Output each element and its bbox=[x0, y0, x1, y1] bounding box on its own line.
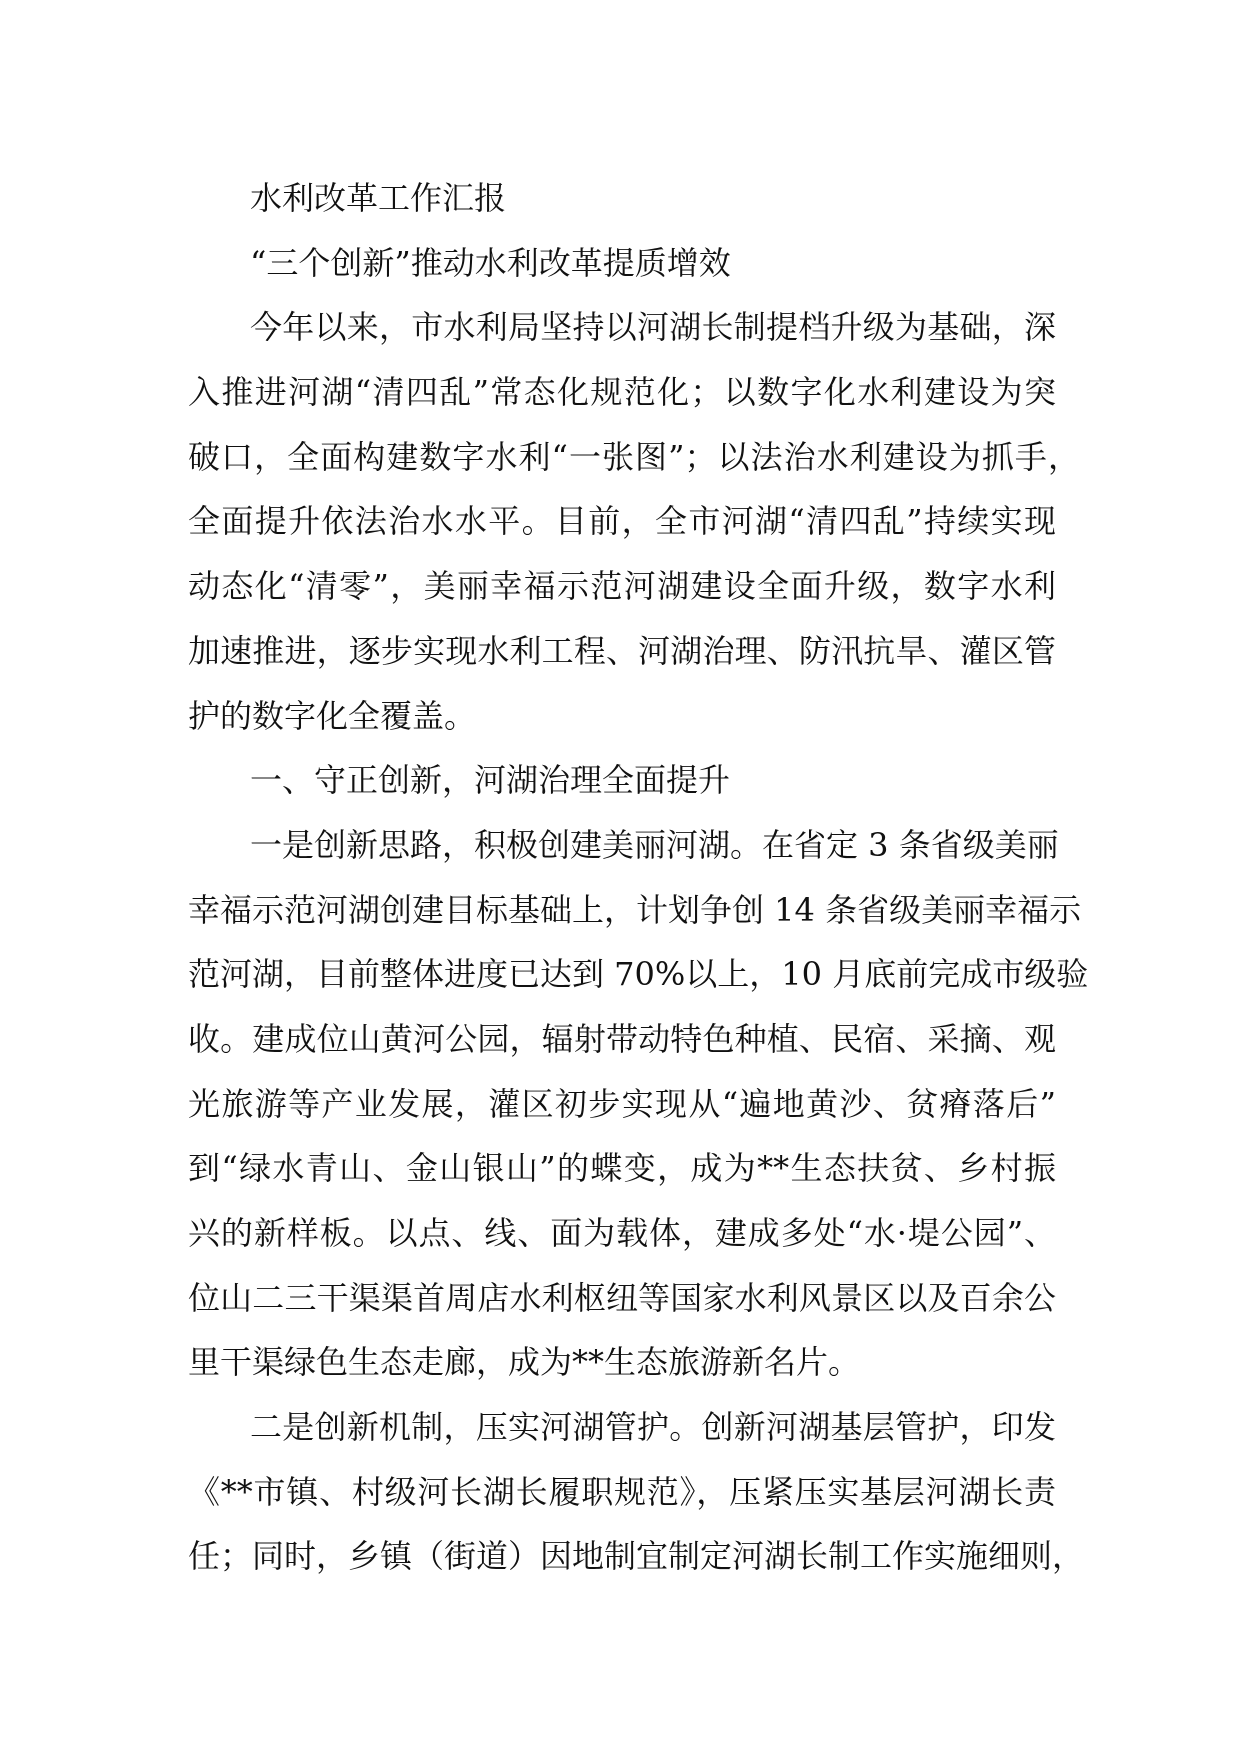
paragraph-line: 动态化“清零”，美丽幸福示范河湖建设全面升级，数字水利 bbox=[188, 567, 1056, 606]
paragraph-line: 《**市镇、村级河长湖长履职规范》，压紧压实基层河湖长责 bbox=[188, 1472, 1056, 1511]
paragraph-line: 二是创新机制，压实河湖管护。创新河湖基层管护，印发 bbox=[250, 1408, 1056, 1447]
paragraph-line: 破口，全面构建数字水利“一张图”；以法治水利建设为抓手， bbox=[188, 437, 1080, 476]
paragraph-line: 幸福示范河湖创建目标基础上，计划争创 14 条省级美丽幸福示 bbox=[188, 890, 1082, 929]
paragraph-innovation-ideas bbox=[188, 813, 1088, 1395]
paragraph-line: 收。建成位山黄河公园，辐射带动特色种植、民宿、采摘、观 bbox=[188, 1019, 1056, 1058]
document-title: 水利改革工作汇报 bbox=[250, 179, 507, 217]
paragraph-intro bbox=[188, 295, 1088, 748]
paragraph-line: 全面提升依法治水水平。目前，全市河湖“清四乱”持续实现 bbox=[188, 502, 1056, 541]
section-heading: 一、守正创新，河湖治理全面提升 bbox=[250, 761, 731, 800]
paragraph-line: 一是创新思路，积极创建美丽河湖。在省定 3 条省级美丽 bbox=[250, 825, 1059, 864]
paragraph-line: 今年以来，市水利局坚持以河湖长制提档升级为基础，深 bbox=[250, 308, 1056, 347]
document-subtitle: “三个创新”推动水利改革提质增效 bbox=[250, 243, 731, 282]
paragraph-line: 里干渠绿色生态走廊，成为**生态旅游新名片。 bbox=[188, 1343, 861, 1382]
paragraph-line: 到“绿水青山、金山银山”的蝶变，成为**生态扶贫、乡村振 bbox=[188, 1149, 1056, 1188]
paragraph-line: 范河湖，目前整体进度已达到 70%以上，10 月底前完成市级验 bbox=[188, 955, 1089, 994]
paragraph-innovation-mechanism bbox=[188, 1395, 1088, 1589]
document-body bbox=[188, 166, 1088, 1589]
paragraph-line: 位山二三干渠渠首周店水利枢纽等国家水利风景区以及百余公 bbox=[188, 1278, 1056, 1317]
paragraph-line: 光旅游等产业发展，灌区初步实现从“遍地黄沙、贫瘠落后” bbox=[188, 1084, 1056, 1123]
paragraph-line: 任；同时，乡镇（街道）因地制宜制定河湖长制工作实施细则， bbox=[188, 1537, 1085, 1576]
paragraph-line: 加速推进，逐步实现水利工程、河湖治理、防汛抗旱、灌区管 bbox=[188, 631, 1056, 670]
paragraph-line: 护的数字化全覆盖。 bbox=[188, 696, 477, 735]
paragraph-line: 入推进河湖“清四乱”常态化规范化；以数字化水利建设为突 bbox=[188, 373, 1056, 412]
paragraph-line: 兴的新样板。以点、线、面为载体，建成多处“水·堤公园”、 bbox=[188, 1214, 1056, 1252]
